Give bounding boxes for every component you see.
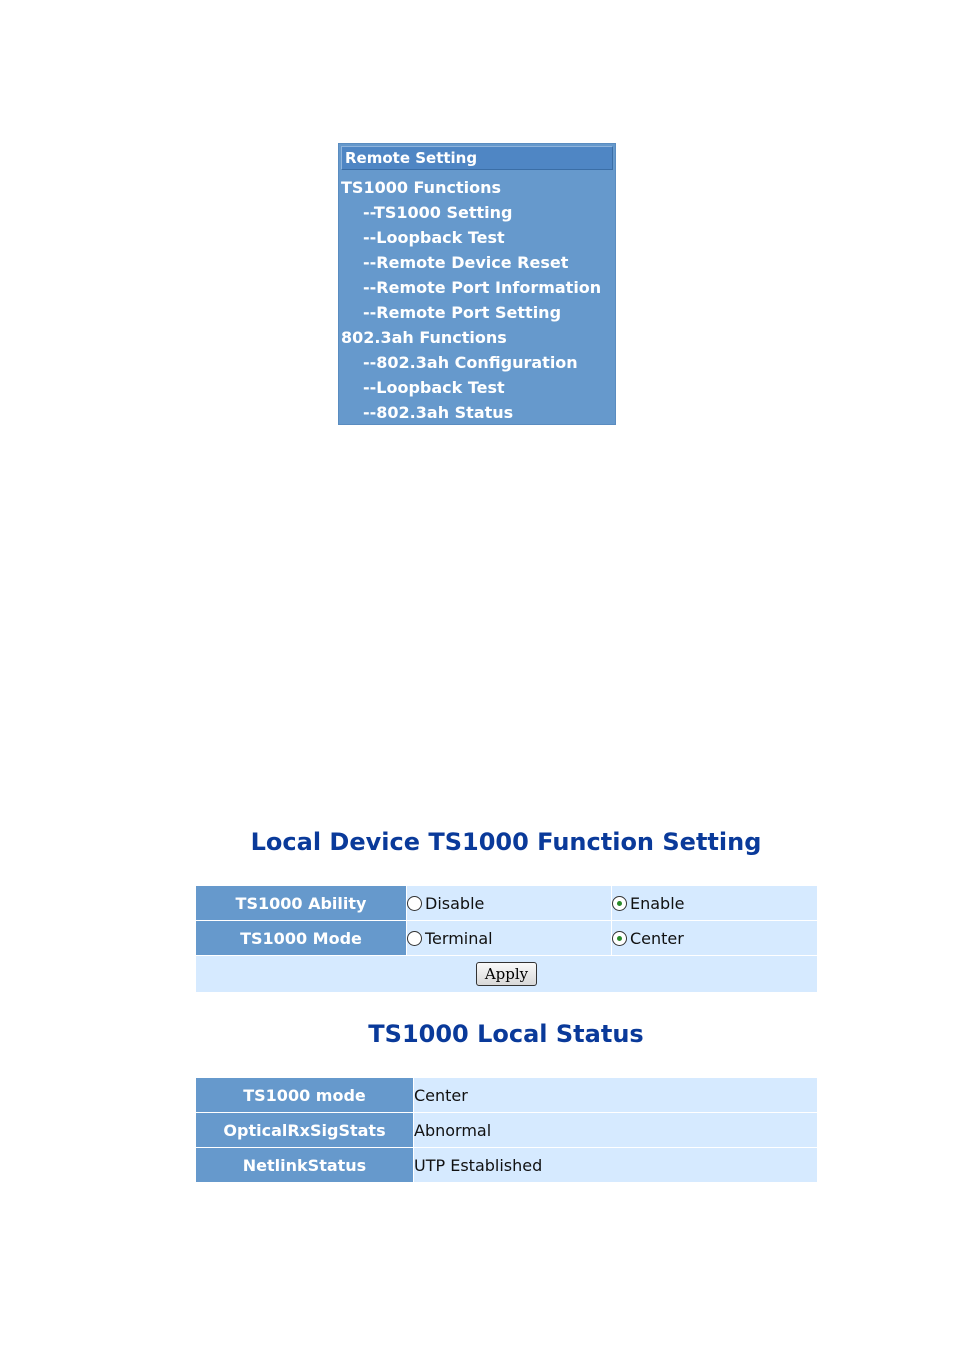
local-status-table — [195, 1077, 818, 1183]
status-value: Abnormal — [414, 1113, 818, 1148]
menu-group-8023ah-functions[interactable]: 802.3ah Functions — [341, 328, 507, 347]
disable-radio[interactable] — [407, 896, 422, 911]
ts1000-ability-label: TS1000 Ability — [196, 886, 407, 921]
menu-item-8023ah-configuration[interactable]: --802.3ah Configuration — [363, 353, 578, 372]
status-label: TS1000 mode — [196, 1078, 414, 1113]
terminal-radio[interactable] — [407, 931, 422, 946]
remote-setting-menu — [338, 143, 616, 425]
menu-group-ts1000-functions[interactable]: TS1000 Functions — [341, 178, 501, 197]
function-setting-title: Local Device TS1000 Function Setting — [250, 828, 762, 856]
menu-header: Remote Setting — [341, 146, 613, 170]
table-row — [196, 956, 818, 993]
menu-item-ts1000-setting[interactable]: --TS1000 Setting — [363, 203, 513, 222]
status-value: Center — [414, 1078, 818, 1113]
center-radio-label: Center — [630, 928, 684, 948]
ts1000-ability-disable-option[interactable] — [407, 886, 612, 921]
menu-item-ts1000-loopback-test[interactable]: --Loopback Test — [363, 228, 505, 247]
table-row — [196, 886, 818, 921]
table-row — [196, 1148, 818, 1183]
status-label: OpticalRxSigStats — [196, 1113, 414, 1148]
table-row — [196, 921, 818, 956]
table-row — [196, 1078, 818, 1113]
enable-radio-label: Enable — [630, 893, 685, 913]
menu-item-remote-port-setting[interactable]: --Remote Port Setting — [363, 303, 562, 322]
enable-radio[interactable] — [612, 896, 627, 911]
local-status-title: TS1000 Local Status — [368, 1020, 644, 1048]
menu-item-remote-device-reset[interactable]: --Remote Device Reset — [363, 253, 569, 272]
disable-radio-label: Disable — [425, 893, 485, 913]
menu-item-8023ah-loopback-test[interactable]: --Loopback Test — [363, 378, 505, 397]
menu-item-remote-port-information[interactable]: --Remote Port Information — [363, 278, 602, 297]
menu-item-8023ah-status[interactable]: --802.3ah Status — [363, 403, 514, 422]
ts1000-ability-enable-option[interactable] — [612, 886, 818, 921]
table-row — [196, 1113, 818, 1148]
status-value: UTP Established — [414, 1148, 818, 1183]
status-label: NetlinkStatus — [196, 1148, 414, 1183]
ts1000-mode-terminal-option[interactable] — [407, 921, 612, 956]
center-radio[interactable] — [612, 931, 627, 946]
terminal-radio-label: Terminal — [425, 928, 493, 948]
apply-button[interactable]: Apply — [476, 962, 537, 986]
ts1000-mode-label: TS1000 Mode — [196, 921, 407, 956]
function-setting-table — [195, 885, 818, 993]
apply-row — [196, 956, 818, 993]
ts1000-mode-center-option[interactable] — [612, 921, 818, 956]
